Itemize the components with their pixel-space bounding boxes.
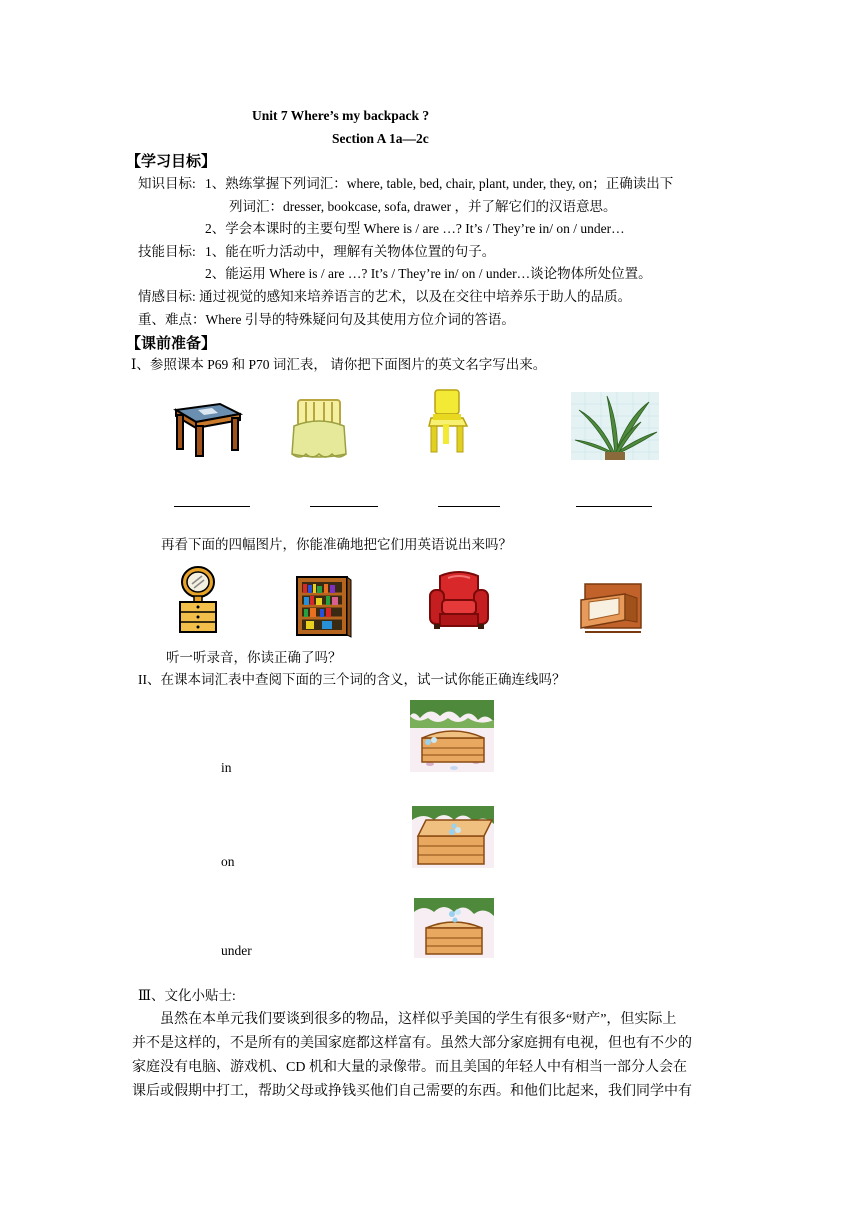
unit-title: Unit 7 Where’s my backpack ? bbox=[252, 108, 430, 123]
question-3: Ⅲ、文化小贴士: bbox=[138, 988, 236, 1003]
knowledge-2: 2、学会本课时的主要句型 Where is / are …? It’s / They’re in/ on / under… bbox=[205, 221, 625, 236]
objectives-heading: 【学习目标】 bbox=[126, 152, 217, 170]
chest-in-icon[interactable] bbox=[410, 700, 494, 772]
dresser-icon bbox=[172, 564, 224, 636]
skill-label: 技能目标: bbox=[138, 244, 196, 259]
listen-check: 听一听录音，你读正确了吗？ bbox=[166, 650, 342, 665]
word-on[interactable]: on bbox=[221, 854, 235, 869]
drawer-icon bbox=[579, 580, 645, 636]
question-1-note: 再看下面的四幅图片，你能准确地把它们用英语说出来吗？ bbox=[161, 537, 512, 552]
answer-blank-4[interactable] bbox=[576, 506, 652, 507]
answer-blank-1[interactable] bbox=[174, 506, 250, 507]
key-points: 重、难点：Where 引导的特殊疑问句及其使用方位介词的答语。 bbox=[138, 312, 515, 327]
word-in[interactable]: in bbox=[221, 760, 232, 775]
chair-icon bbox=[425, 388, 469, 454]
word-under[interactable]: under bbox=[221, 943, 252, 958]
bookcase-icon bbox=[294, 574, 352, 638]
sofa-icon bbox=[428, 568, 490, 632]
question-1: Ⅰ、参照课本 P69 和 P70 词汇表， 请你把下面图片的英文名字写出来。 bbox=[131, 357, 547, 372]
table-icon bbox=[168, 400, 244, 458]
knowledge-1b: 列词汇：dresser, bookcase, sofa, drawer ，并了解它们的汉语意思。 bbox=[229, 199, 617, 214]
plant-icon bbox=[571, 392, 659, 460]
culture-line-1: 虽然在本单元我们要谈到很多的物品，这样似乎美国的学生有很多“财产”，但实际上 bbox=[160, 1012, 677, 1027]
skill-1: 1、能在听力活动中，理解有关物体位置的句子。 bbox=[205, 244, 496, 259]
culture-line-3: 家庭没有电脑、游戏机、CD 机和大量的录像带。而且美国的年轻人中有相当一部分人会在 bbox=[132, 1060, 687, 1075]
culture-line-2: 并不是这样的，不是所有的美国家庭都这样富有。虽然大部分家庭拥有电视，但也有不少的 bbox=[132, 1036, 692, 1051]
chest-under-icon[interactable] bbox=[414, 898, 494, 958]
culture-line-4: 课后或假期中打工，帮助父母或挣钱买他们自己需要的东西。和他们比起来，我们同学中有 bbox=[132, 1084, 692, 1099]
emotion-goal: 情感目标: 通过视觉的感知来培养语言的艺术，以及在交往中培养乐于助人的品质。 bbox=[138, 289, 632, 304]
bed-icon bbox=[288, 396, 350, 464]
skill-2: 2、能运用 Where is / are …? It’s / They’re in/ on / under…谈论物体所处位置。 bbox=[205, 266, 652, 281]
preparation-heading: 【课前准备】 bbox=[126, 334, 217, 352]
question-2: II、在课本词汇表中查阅下面的三个词的含义，试一试你能正确连线吗？ bbox=[138, 672, 566, 687]
answer-blank-3[interactable] bbox=[438, 506, 500, 507]
knowledge-1a: 1、熟练掌握下列词汇：where, table, bed, chair, plant, under, they, on；正确读出下 bbox=[205, 176, 674, 191]
section-title: Section A 1a—2c bbox=[332, 131, 429, 146]
answer-blank-2[interactable] bbox=[310, 506, 378, 507]
chest-on-icon[interactable] bbox=[412, 806, 494, 868]
knowledge-label: 知识目标: bbox=[138, 176, 196, 191]
